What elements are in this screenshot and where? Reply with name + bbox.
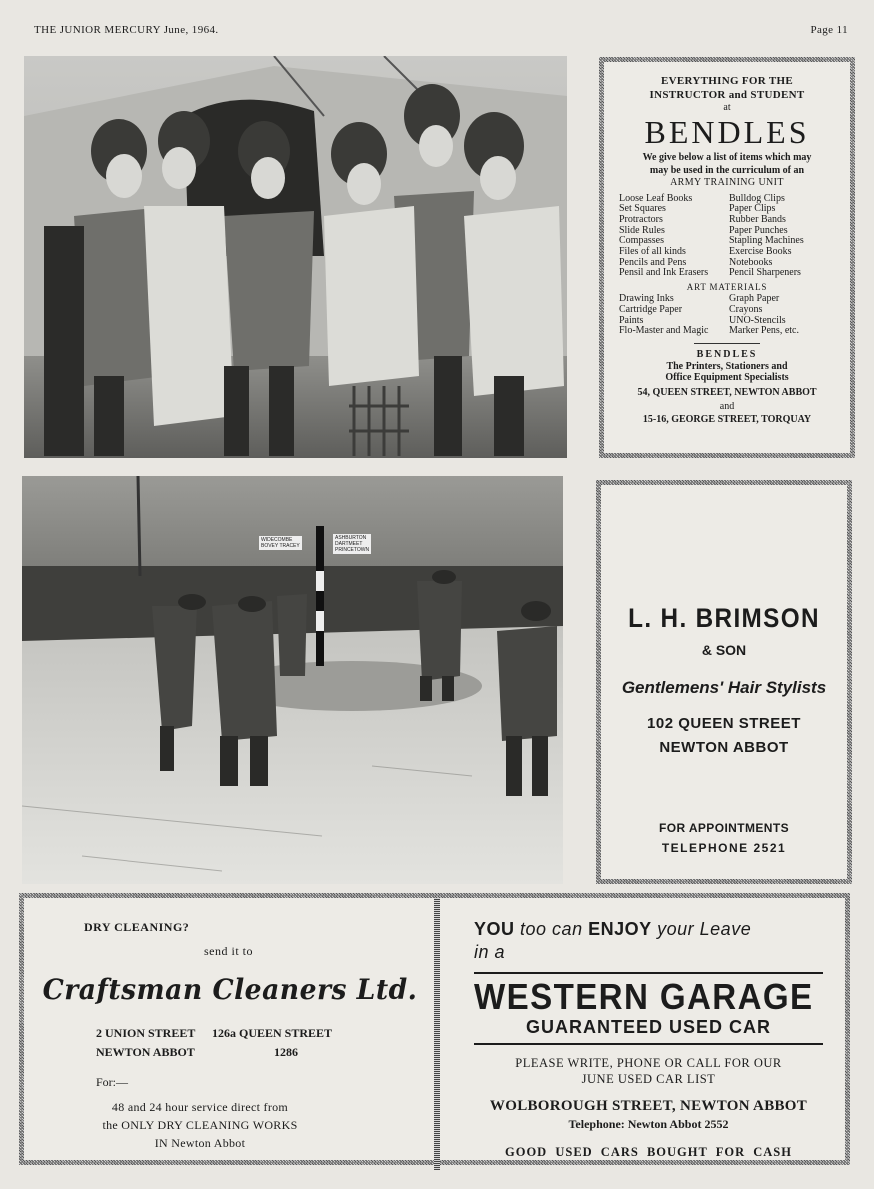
bendles-art-list xyxy=(618,294,836,337)
item-entry: Paper Clips xyxy=(729,203,776,215)
address-line: 102 QUEEN STREET xyxy=(647,715,801,732)
item-entry: Pensil and Ink Erasers xyxy=(619,267,709,279)
art-item-entry: Drawing Inks xyxy=(619,293,674,305)
art-item-entry: Crayons xyxy=(729,303,763,315)
item-entry: Pencils and Pens xyxy=(619,256,687,268)
cleaners-addresses xyxy=(96,1024,436,1062)
divider xyxy=(694,343,760,344)
brimson-advert xyxy=(596,480,852,884)
cleaners-service xyxy=(24,1098,436,1152)
photo-women-at-tent xyxy=(24,56,567,458)
cleaners-address-2 xyxy=(212,1024,372,1062)
cleaners-question: DRY CLEANING? xyxy=(84,920,190,934)
item-entry: Set Squares xyxy=(619,203,666,215)
headline-word: too can xyxy=(520,919,583,939)
item-entry: Notebooks xyxy=(729,256,773,268)
garage-good-cars: GOOD USED CARS BOUGHT FOR CASH xyxy=(505,1145,792,1159)
art-column-right xyxy=(727,294,835,337)
brimson-trade: Gentlemens' Hair Stylists xyxy=(621,678,827,697)
rule xyxy=(474,1043,823,1045)
bendles-item-list xyxy=(618,194,836,280)
item-entry: Loose Leaf Books xyxy=(619,192,693,204)
bendles-footer-name: BENDLES xyxy=(696,348,758,360)
headline-word: ENJOY xyxy=(588,919,652,939)
sign-text: ASHBURTON xyxy=(335,535,367,541)
brimson-name: L. H. BRIMSON xyxy=(628,603,820,633)
please-line: PLEASE WRITE, PHONE OR CALL FOR OUR xyxy=(515,1056,782,1070)
cleaners-logo: Craftsman Cleaners Ltd. xyxy=(42,973,418,1006)
bendles-intro xyxy=(618,152,836,190)
item-entry: Protractors xyxy=(619,213,663,225)
address-line: 2 UNION STREET xyxy=(96,1026,196,1040)
appointment-line: FOR APPOINTMENTS xyxy=(659,821,789,835)
cleaners-advert xyxy=(24,898,436,1170)
item-entry: Rubber Bands xyxy=(729,213,786,225)
please-line: JUNE USED CAR LIST xyxy=(581,1072,716,1086)
art-item-entry: Paints xyxy=(619,314,644,326)
item-entry: Pencil Sharpeners xyxy=(729,267,801,279)
item-column-left xyxy=(619,194,727,280)
service-line: IN Newton Abbot xyxy=(154,1136,246,1150)
intro-line: ARMY TRAINING UNIT xyxy=(670,177,784,188)
item-entry: Paper Punches xyxy=(729,224,788,236)
garage-subtitle: GUARANTEED USED CAR xyxy=(525,1017,771,1037)
brimson-appointments xyxy=(601,818,847,858)
art-item-entry: Graph Paper xyxy=(729,293,780,305)
headline-word: your Leave xyxy=(657,919,752,939)
intro-line: We give below a list of items which may xyxy=(642,152,812,163)
address-line: NEWTON ABBOT xyxy=(96,1045,195,1059)
art-materials-heading: ART MATERIALS xyxy=(686,282,768,293)
sign-text: DARTMEET xyxy=(335,541,363,547)
garage-headline xyxy=(474,918,823,964)
publication-title: THE JUNIOR MERCURY June, 1964. xyxy=(34,24,219,36)
art-item-entry: Flo-Master and Magic xyxy=(619,325,709,337)
garage-advert xyxy=(436,898,855,1170)
signpost-left xyxy=(259,536,302,550)
item-entry: Exercise Books xyxy=(729,246,792,258)
cleaners-for: For:— xyxy=(96,1075,129,1089)
sign-text: PRINCETOWN xyxy=(335,547,370,553)
bendles-at: at xyxy=(723,102,731,113)
cleaners-send: send it to xyxy=(204,944,253,958)
item-entry: Files of all kinds xyxy=(619,246,686,258)
bendles-footer-line: The Printers, Stationers and xyxy=(666,360,788,372)
sign-text: WIDECOMBE xyxy=(261,537,293,543)
garage-name: WESTERN GARAGE xyxy=(474,976,814,1017)
art-item-entry: UNO-Stencils xyxy=(729,314,786,326)
photo-soldiers-crossing-road xyxy=(22,476,563,884)
item-column-right xyxy=(727,194,835,280)
brimson-address xyxy=(601,712,847,760)
item-entry: Slide Rules xyxy=(619,224,665,236)
signpost-right xyxy=(333,534,371,554)
tagline-line: INSTRUCTOR and STUDENT xyxy=(649,89,805,101)
page-header xyxy=(34,24,848,44)
garage-street: WOLBOROUGH STREET, NEWTON ABBOT xyxy=(489,1098,808,1114)
address-line: NEWTON ABBOT xyxy=(659,739,789,756)
sign-text: BOVEY TRACEY xyxy=(261,543,300,549)
page-number: Page 11 xyxy=(810,24,848,36)
bendles-and: and xyxy=(719,400,735,412)
item-entry: Stapling Machines xyxy=(729,235,804,247)
garage-telephone: Telephone: Newton Abbot 2552 xyxy=(568,1117,729,1131)
bendles-footer-line: Office Equipment Specialists xyxy=(665,371,789,383)
art-column-left xyxy=(619,294,727,337)
bendles-name: BENDLES xyxy=(644,114,810,150)
appointment-line: TELEPHONE 2521 xyxy=(661,841,787,855)
bendles-address: 15-16, GEORGE STREET, TORQUAY xyxy=(642,413,812,425)
art-item-entry: Marker Pens, etc. xyxy=(729,325,799,337)
bendles-tagline xyxy=(618,74,836,102)
bendles-address: 54, QUEEN STREET, NEWTON ABBOT xyxy=(637,386,817,398)
rule xyxy=(474,972,823,974)
bendles-advert xyxy=(599,57,855,458)
bottom-advert-row xyxy=(19,893,850,1165)
brimson-son: & SON xyxy=(701,642,747,658)
service-line: 48 and 24 hour service direct from xyxy=(111,1100,289,1114)
cleaners-address-1 xyxy=(96,1024,212,1062)
phone-number: 1286 xyxy=(274,1045,298,1059)
art-item-entry: Cartridge Paper xyxy=(619,303,683,315)
item-entry: Bulldog Clips xyxy=(729,192,785,204)
headline-word: YOU xyxy=(474,919,515,939)
tagline-line: EVERYTHING FOR THE xyxy=(661,75,793,87)
intro-line: may be used in the curriculum of an xyxy=(649,164,805,176)
item-entry: Compasses xyxy=(619,235,664,247)
headline-word: in a xyxy=(474,942,506,962)
garage-please xyxy=(474,1055,823,1087)
service-line: the ONLY DRY CLEANING WORKS xyxy=(102,1118,298,1132)
address-line: 126a QUEEN STREET xyxy=(212,1026,333,1040)
